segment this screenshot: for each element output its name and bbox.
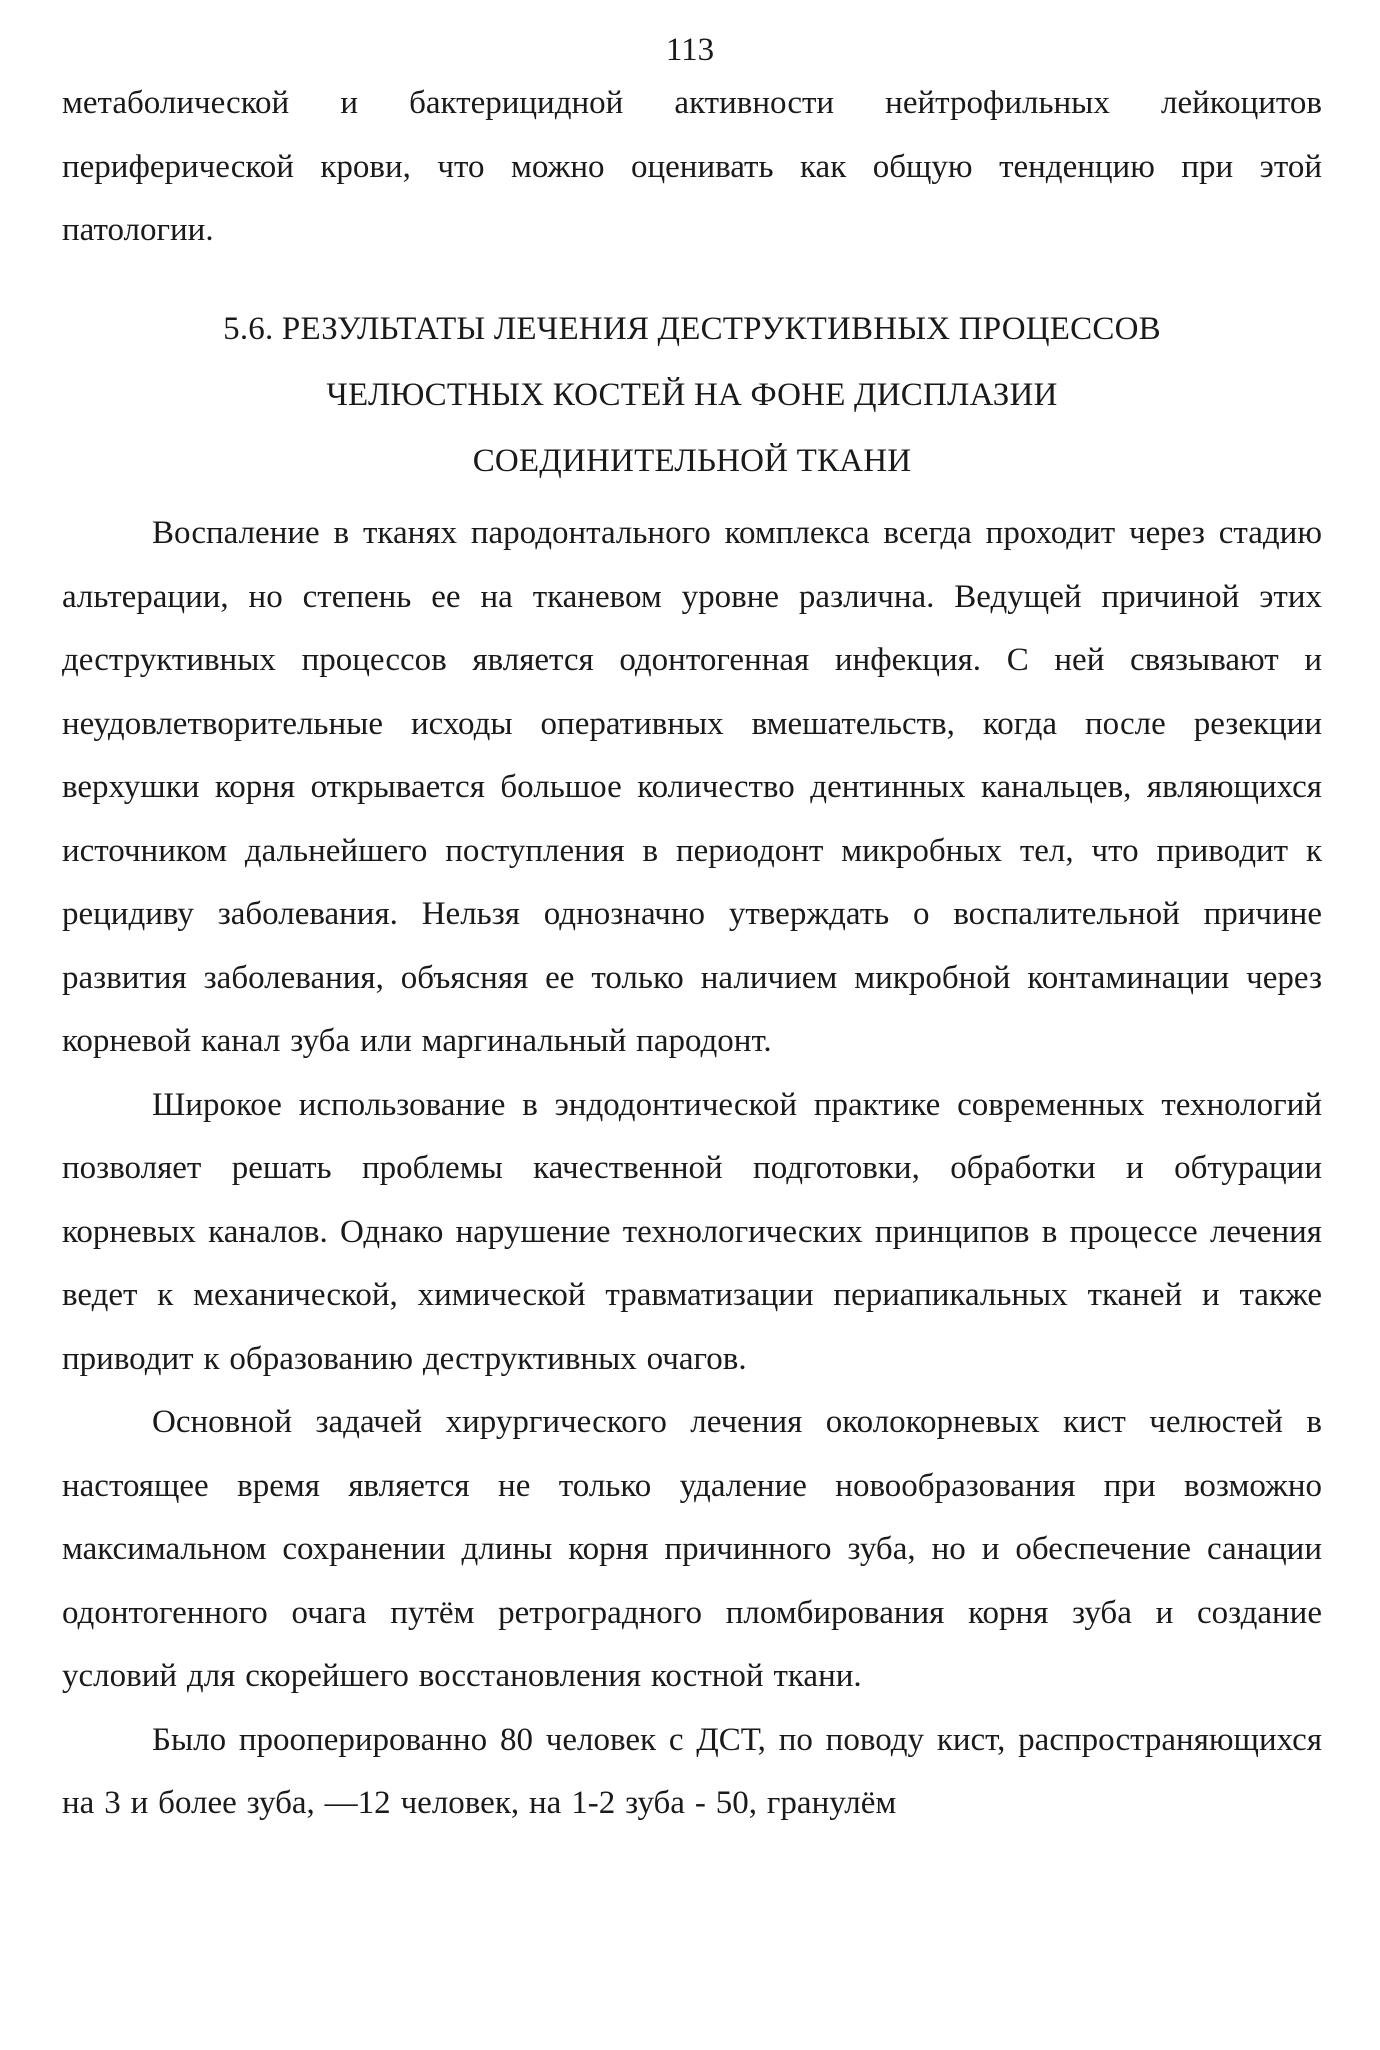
section-heading <box>62 296 1322 494</box>
section-heading-line-3: СОЕДИНИТЕЛЬНОЙ ТКАНИ <box>472 443 912 479</box>
paragraph-endodontic-technologies: Широкое использование в эндодонтической практике современных технологий позволяет решать проблемы качественной подготовки, обработки и обтурации корневых каналов. Однако нарушение технологических принципов в процессе лечения ведет к механической, химической травматизации периапикальных тканей и также приводит к образованию деструктивных очагов. <box>62 1086 1322 1377</box>
body-text <box>62 502 1322 1836</box>
section-heading-line-1: 5.6. РЕЗУЛЬТАТЫ ЛЕЧЕНИЯ ДЕСТРУКТИВНЫХ ПРОЦЕССОВ <box>223 311 1161 347</box>
section-heading-line-2: ЧЕЛЮСТНЫХ КОСТЕЙ НА ФОНЕ ДИСПЛАЗИИ <box>326 377 1058 413</box>
paragraph-surgical-treatment: Основной задачей хирургического лечения околокорневых кист челюстей в настоящее время является не только удаление новообразования при возможно максимальном сохранении длины корня причинного зуба, но и обеспечение санации одонтогенного очага путём ретроградного пломбирования корня зуба и создание условий для скорейшего восстановления костной ткани. <box>62 1404 1322 1694</box>
intro-paragraph: метаболической и бактерицидной активности нейтрофильных лейкоцитов периферической крови, что можно оценивать как общую тенденцию при этой патологии. <box>62 85 1322 248</box>
page-number: 113 <box>665 32 715 68</box>
paragraph-inflammation: Воспаление в тканях пародонтального комплекса всегда проходит через стадию альтерации, но степень ее на тканевом уровне различна. Ведущей причиной этих деструктивных процессов является одонтогенная инфекция. С ней связывают и неудовлетворительные исходы оперативных вмешательств, когда после резекции верхушки корня открывается большое количество дентинных канальцев, являющихся источником дальнейшего поступления в периодонт микробных тел, что приводит к рецидиву заболевания. Нельзя однозначно утверждать о воспалительной причине развития заболевания, объясняя ее только наличием микробной контаминации через корневой канал зуба или маргинальный пародонт. <box>62 515 1322 1059</box>
paragraph-patients-operated: Было прооперированно 80 человек с ДСТ, по поводу кист, распространяющихся на 3 и более зуба, —12 человек, на 1-2 зуба - 50, гранулём <box>62 1721 1322 1821</box>
